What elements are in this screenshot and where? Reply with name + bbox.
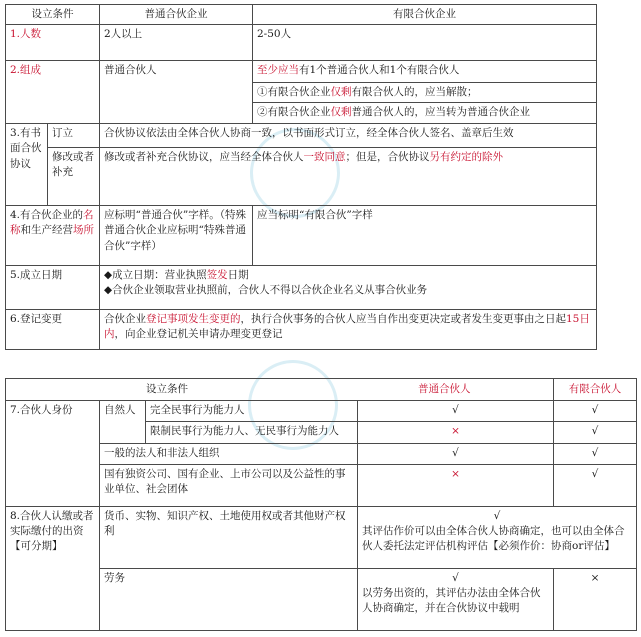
registration-change-text: 合伙企业登记事项发生变更的，执行合伙事务的合伙人应当自作出变更决定或者发生变更事由之日起15日内，向企业登记机关申请办理变更登记 [100, 310, 597, 350]
header-limited: 有限合伙企业 [253, 5, 597, 25]
row-registration-change [6, 310, 597, 350]
row-contribution-assets [6, 507, 637, 569]
label-contribution: 8.合伙人认缴或者实际缴付的出资【可分期】 [6, 507, 100, 631]
assets-note: 其评估作价可以由全体合伙人协商确定，也可以由全体合伙人委托法定评估机构评估【必须作价：协商or评估】 [362, 525, 625, 553]
limited-name-rule: 应当标明“有限合伙”字样 [253, 206, 597, 266]
limited-composition-b: ①有限合伙企业仅剩有限合伙人的，应当解散； [253, 83, 597, 103]
row-full-capacity [6, 401, 637, 422]
row-legal-person [6, 444, 637, 465]
row-agreement-amend [6, 148, 597, 206]
state-owned-limited: √ [554, 465, 637, 507]
header-general: 普通合伙企业 [100, 5, 253, 25]
label-name-premises: 4.有合伙企业的名称和生产经营场所 [6, 206, 100, 266]
limited-capacity-limited: √ [554, 422, 637, 444]
labor-general [358, 569, 554, 631]
limited-headcount: 2-50人 [253, 25, 597, 61]
setup-conditions-table [5, 4, 597, 350]
labor-general-note: 以劳务出资的，其评估办法由全体合伙人协商确定，并在合伙协议中载明 [362, 587, 541, 615]
row-agreement-sign [6, 124, 597, 148]
assets-mark: √ [493, 510, 501, 522]
table1-header-row [6, 5, 597, 25]
label-composition: 2.组成 [6, 61, 100, 124]
label-registration-change: 6.登记变更 [6, 310, 100, 350]
full-capacity-general: √ [358, 401, 554, 422]
contribution-assets: 货币、实物、知识产权、土地使用权或者其他财产权利 [100, 507, 358, 569]
row-headcount [6, 25, 597, 61]
header2-general: 普通合伙人 [418, 383, 471, 395]
established-date-line1: ◆成立日期：营业执照签发日期 [104, 269, 249, 282]
partner-identity-table [5, 378, 637, 631]
label-headcount: 1.人数 [6, 25, 100, 61]
legal-person: 一般的法人和非法人组织 [100, 444, 358, 465]
header2-condition: 设立条件 普通合伙人 [6, 379, 554, 401]
limited-capacity-general: × [358, 422, 554, 444]
row-composition [6, 61, 597, 83]
agreement-sign-text: 合伙协议依法由全体合伙人协商一致，以书面形式订立，经全体合伙人签名、盖章后生效 [100, 124, 597, 148]
sub-amend: 修改或者补充 [48, 148, 100, 206]
header-condition: 设立条件 [6, 5, 100, 25]
established-date-line2: ◆合伙企业领取营业执照前，合伙人不得以合伙企业名义从事合伙业务 [104, 284, 428, 297]
row-name-premises [6, 206, 597, 266]
row-state-owned [6, 465, 637, 507]
general-name-rule: 应标明“普通合伙”字样。（特殊普通合伙企业应标明“特殊普通合伙”字样） [100, 206, 253, 266]
sub-sign: 订立 [48, 124, 100, 148]
full-capacity: 完全民事行为能力人 [146, 401, 358, 422]
agreement-amend-text: 修改或者补充合伙协议，应当经全体合伙人一致同意；但是，合伙协议另有约定的除外 [100, 148, 597, 206]
established-date-text [100, 266, 597, 310]
row-contribution-labor [6, 569, 637, 631]
contribution-assets-rule [358, 507, 637, 569]
row-established-date [6, 266, 597, 310]
natural-person: 自然人 [100, 401, 146, 444]
contribution-labor: 劳务 [100, 569, 358, 631]
limited-composition-a: 至少应当有1个普通合伙人和1个有限合伙人 [253, 61, 597, 83]
label-established-date: 5.成立日期 [6, 266, 100, 310]
general-composition: 普通合伙人 [100, 61, 253, 124]
header2-limited: 有限合伙人 [554, 379, 637, 401]
limited-capacity: 限制民事行为能力人、无民事行为能力人 [146, 422, 358, 444]
state-owned-general: × [358, 465, 554, 507]
label-partner-identity: 7.合伙人身份 [6, 401, 100, 507]
legal-person-general: √ [358, 444, 554, 465]
general-headcount: 2人以上 [100, 25, 253, 61]
full-capacity-limited: √ [554, 401, 637, 422]
labor-general-mark: √ [452, 572, 459, 584]
state-owned: 国有独资公司、国有企业、上市公司以及公益性的事业单位、社会团体 [100, 465, 358, 507]
label-agreement: 3.有书面合伙协议 [6, 124, 48, 206]
table2-header-row [6, 379, 637, 401]
legal-person-limited: √ [554, 444, 637, 465]
limited-composition-c: ②有限合伙企业仅剩普通合伙人的，应当转为普通合伙企业 [253, 103, 597, 124]
labor-limited-mark: × [554, 569, 637, 631]
